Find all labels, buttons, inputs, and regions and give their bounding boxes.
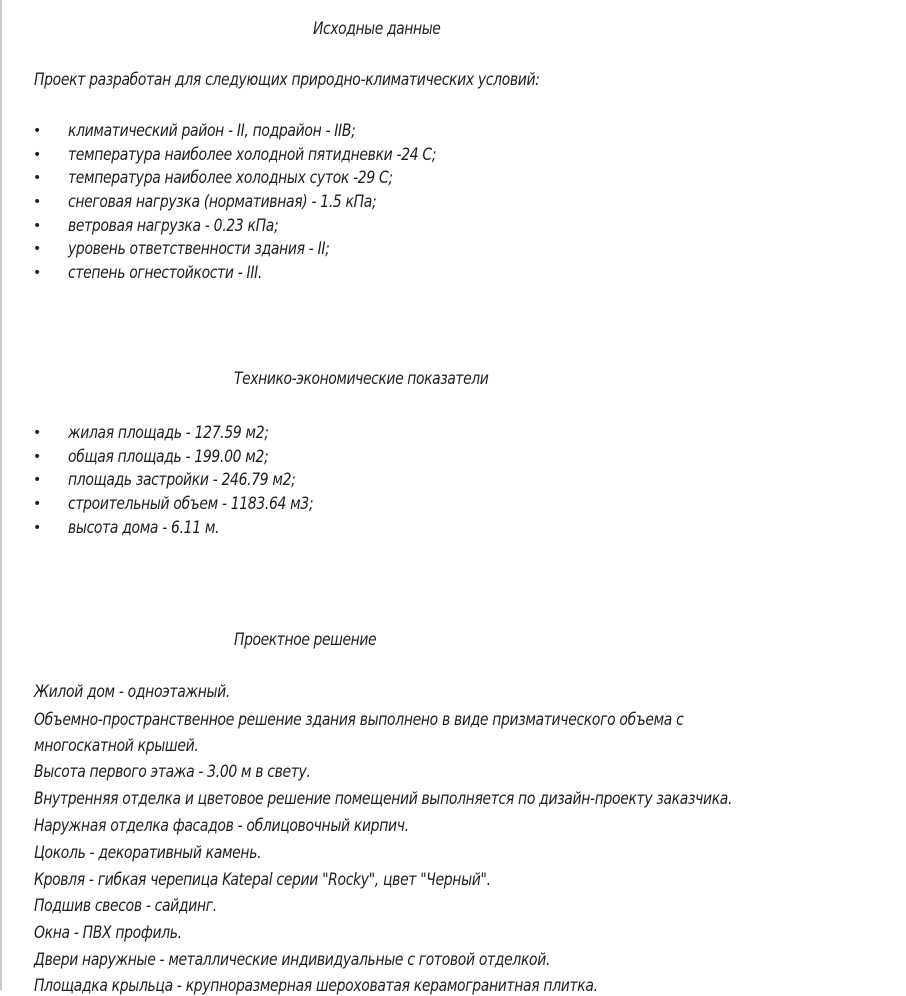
design-line: Двери наружные - металлические индивидуальные с готовой отделкой. — [34, 950, 551, 970]
bullet-icon: • — [33, 496, 42, 513]
bullet-icon: • — [33, 448, 42, 465]
design-line: Наружная отделка фасадов - облицовочный кирпич. — [34, 816, 409, 836]
design-line: Жилой дом - одноэтажный. — [34, 682, 231, 702]
document-page: Исходные данные Проект разработан для следующих природно-климатических условий: • климатический район - II, подрайон - IIВ; • температура наиболее холодной пятидневки -24 С; • температура наиболее холодных суток -29 С; • снеговая нагрузка (нормативная) - 1.5 кПа; • ветровая нагрузка - 0.23 кПа; • уровень ответственности здания - II; • степень огнестойкости - III. Технико-экономические показатели • жилая площадь - 127.59 м2; • общая площадь - 199.00 м2; • площадь застройки - 246.79 м2; • строительный объем - 1183.64 м3; • высота дома - 6.11 м. Проектное решение Жилой дом - одноэтажный. Объемно-пространственное решение здания выполнено в виде призматического объема с многоскатной крышей. Высота первого этажа - 3.00 м в свету. Внутренняя отделка и цветовое решение помещений выполняется по дизайн-проекту заказчика. Наружная отделка фасадов - облицовочный кирпич. Цоколь - декоративный камень. Кровля - гибкая черепица Katepal серии "Rocky", цвет "Черный". Подшив свесов - сайдинг. Окна - ПВХ профиль. Двери наружные - металлические индивидуальные с готовой отделкой. Площадка крыльца - крупноразмерная шероховатая керамогранитная плитка. — [0, 0, 906, 990]
bullet-icon: • — [33, 170, 42, 187]
bullet-icon: • — [33, 123, 42, 139]
bullet-icon: • — [33, 519, 42, 536]
bullet-icon: • — [33, 146, 42, 163]
bullet-icon: • — [33, 194, 42, 211]
design-line: Кровля - гибкая черепица Katepal серии "Rocky", цвет "Черный". — [34, 870, 491, 890]
design-line: Объемно-пространственное решение здания выполнено в виде призматического объема с — [34, 710, 684, 730]
design-line: Высота первого этажа - 3.00 м в свету. — [34, 762, 311, 782]
design-line: Подшив свесов - сайдинг. — [34, 896, 217, 916]
bullet-icon: • — [33, 265, 42, 282]
bullet-icon: • — [33, 472, 42, 489]
bullet-icon: • — [33, 241, 42, 258]
design-line: Окна - ПВХ профиль. — [34, 923, 182, 943]
design-line: Цоколь - декоративный камень. — [34, 843, 262, 863]
design-line: многоскатной крышей. — [34, 736, 199, 756]
section-title-initial-data: Исходные данные — [313, 19, 441, 39]
section-title-design: Проектное решение — [234, 630, 377, 650]
bullet-icon: • — [33, 425, 42, 441]
section-title-tep: Технико-экономические показатели — [234, 369, 489, 389]
bullet-icon: • — [33, 217, 42, 234]
design-line: Площадка крыльца - крупноразмерная шероховатая керамогранитная плитка. — [34, 976, 598, 996]
intro-text: Проект разработан для следующих природно-климатических условий: — [34, 70, 540, 90]
design-line: Внутренняя отделка и цветовое решение помещений выполняется по дизайн-проекту заказчика. — [34, 789, 733, 809]
